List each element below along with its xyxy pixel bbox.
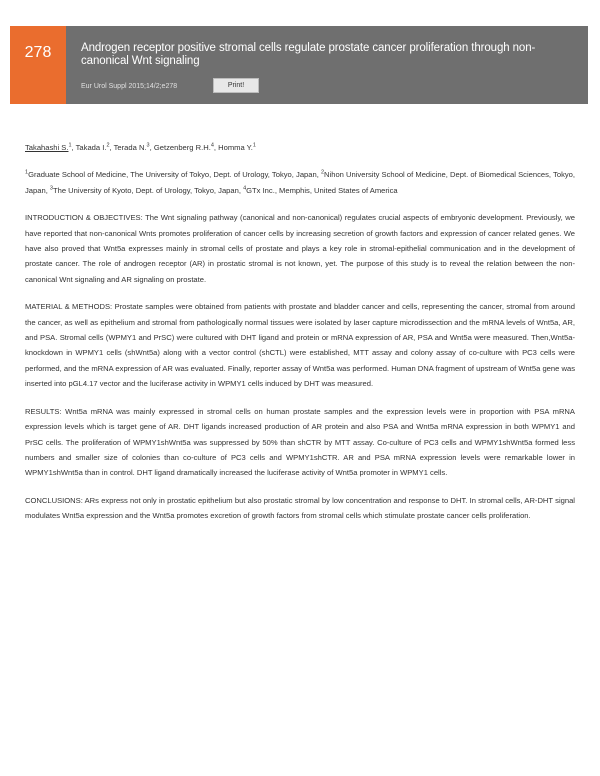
introduction-paragraph: INTRODUCTION & OBJECTIVES: The Wnt signaling pathway (canonical and non-canonical) regulates crucial aspects of embryonic development. Previously, we have reported that non-canonical Wnts promotes proliferation of cancer cells by increasing secretion of growth factors and expression of cancer related genes. We have also proved that Wnt5a expresses mainly in stromal cells of prostate and plays a key role in stromal-epithelial communication and in the development of prostate cancer. The role of androgen receptor (AR) in prostatic stromal is not known, yet. The purpose of this study is to reveal the relation between the non-canonical Wnt signaling and AR signaling on prostate.: [25, 213, 575, 284]
author-list: Takahashi S.$^1$, Takada I.$^2$, Terada N.$^3$, Getzenberg R.H.$^4$, Homma Y.$^1$: [25, 142, 256, 152]
affiliation-2-sup: 2: [320, 169, 325, 176]
abstract-body: [25, 140, 575, 536]
affiliation-1-sup: 1: [25, 169, 29, 176]
conclusions-paragraph: CONCLUSIONS: ARs express not only in prostatic epithelium but also prostatic stromal by low concentration and response to DHT. In stromal cells, AR-DHT signal modulates Wnt5a expression and the Wnt5a promotes excretion of growth factors from stromal cells which stimulate prostate cancer cells proliferation.: [25, 495, 575, 521]
author-third: Terada N.: [113, 143, 147, 152]
affiliation-2: Nihon University School of Medicine, Dept. of Biomedical Sciences, Tokyo, Japan,: [25, 170, 575, 195]
author-fourth-sup: 4: [210, 142, 214, 149]
abstract-header: [10, 26, 588, 104]
citation: Eur Urol Suppl 2015;14/2;e278: [81, 83, 178, 90]
author-fourth: Getzenberg R.H.: [153, 143, 211, 152]
author-second-sup: 2: [106, 142, 110, 149]
affiliation-4-sup: 4: [243, 185, 247, 192]
methods-paragraph: MATERIAL & METHODS: Prostate samples were obtained from patients with prostate and bladder cancer and cells, representing the cancer, stromal from around the cancer, as well as epithelium and stromal from pathologically normal tissues were isolated by laser capture microdissection and the mRNA levels of Wnt5a, AR, and PSA. Stromal cells (WPMY1 and PrSC) were cultured with DHT ligand and protein or mRNA expression of AR, PSA and Wnt5a were measured. Then,Wnt5a-knockdown in WPMY1 cells (shWnt5a) along with a vector control (shCTL) were established, MTT assay and colony assay of co-culture with PC3 cells were performed, and the mRNA expression of AR was evaluated. Finally, reporter assay of Wnt5a was performed. Human DNA fragment of upstream of Wnt5a gene was inserted into pGL4.17 vector and the luciferase activity in WPMY1 cells induced by DHT was measured.: [25, 302, 575, 389]
affiliations: [25, 167, 575, 198]
author-fifth-sup: 1: [252, 142, 256, 149]
affiliation-3: The University of Kyoto, Dept. of Urology, Tokyo, Japan,: [52, 185, 244, 195]
print-button[interactable]: Print!: [213, 78, 259, 93]
abstract-number-badge: [10, 26, 66, 104]
author-second: Takada I.: [75, 143, 107, 152]
abstract-number: 278: [24, 44, 52, 61]
affiliation-4: GTx Inc., Memphis, United States of America: [246, 185, 398, 195]
abstract-title: Androgen receptor positive stromal cells regulate prostate cancer proliferation through non-canonical Wnt signaling: [81, 42, 536, 67]
author-fifth: Homma Y.: [218, 143, 253, 152]
author-third-sup: 3: [146, 142, 150, 149]
author-first[interactable]: Takahashi S.: [25, 143, 69, 152]
affiliation-1: Graduate School of Medicine, The University of Tokyo, Dept. of Urology, Tokyo, Japan,: [28, 170, 321, 180]
title-panel: [66, 26, 588, 104]
author-first-sup: 1: [68, 142, 72, 149]
affiliation-3-sup: 3: [49, 185, 53, 192]
results-paragraph: RESULTS: Wnt5a mRNA was mainly expressed in stromal cells on human prostate samples and the expression levels were in proportion with PSA mRNA expression levels which is target gene of AR. DHT ligands increased production of AR protein and also PSA and Wnt5a mRNA expression in both WPMY1 and PrSC cells. The proliferation of WPMY1shWnt5a was suppressed by 50% than shCTR by MTT assay. Co-culture of PC3 cells and WPMY1shWnt5a formed less numbers and smaller size of colonies than co-culture of PC3 cells and WPMY1shCTR. AR and PSA mRNA expression levels were remarkable lower in WPMY1shWnt5a than in control. DHT ligand dramatically increased the luciferase activity of Wnt5a promoter in WPMY1 cells.: [25, 406, 575, 478]
